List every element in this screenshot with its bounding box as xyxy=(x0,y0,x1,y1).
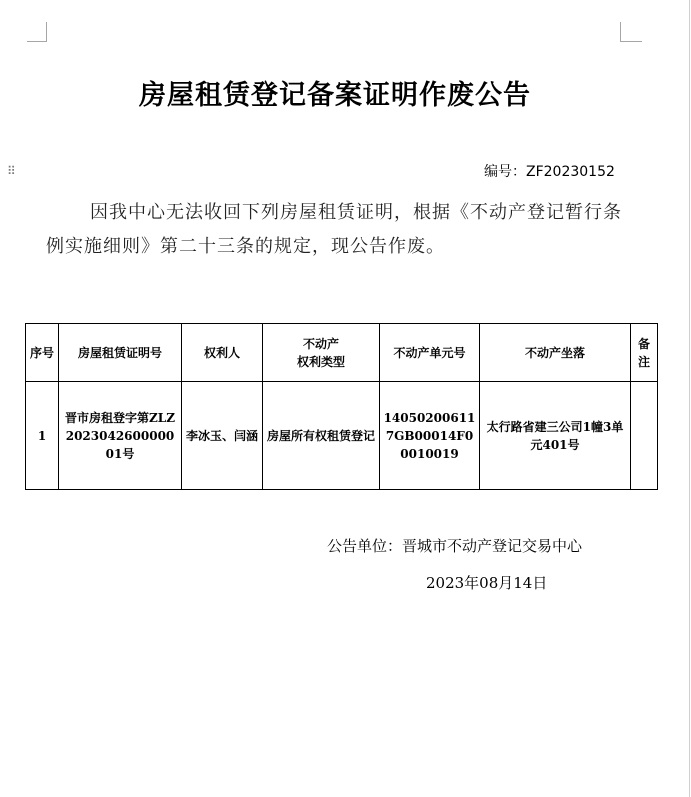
intro-paragraph xyxy=(46,196,636,264)
revocation-table xyxy=(25,323,658,490)
crop-mark-top-right xyxy=(620,41,642,42)
drag-handle-icon[interactable]: ⠿ xyxy=(7,164,16,178)
table-header-row xyxy=(26,324,658,382)
header-unit-no: 不动产单元号 xyxy=(380,324,480,382)
header-right-type-line1: 不动产 xyxy=(302,336,339,351)
cell-location: 太行路省建三公司1幢3单元401号 xyxy=(480,382,631,490)
cell-unit-no: 140502006117GB00014F00010019 xyxy=(380,382,480,490)
header-cert-no: 房屋租赁证明号 xyxy=(59,324,182,382)
header-right-type xyxy=(263,324,380,382)
cell-right-type: 房屋所有权租赁登记 xyxy=(263,382,380,490)
document-title: 房屋租赁登记备案证明作废公告 xyxy=(139,80,531,111)
cell-seq: 1 xyxy=(26,382,59,490)
header-seq: 序号 xyxy=(26,324,59,382)
page-edge xyxy=(689,0,690,797)
header-remark: 备注 xyxy=(631,324,658,382)
header-right-type-line2: 权利类型 xyxy=(296,354,345,369)
issue-date: 2023年08月14日 xyxy=(426,574,548,592)
crop-mark-top-left xyxy=(46,22,47,42)
document-number: 编号：ZF20230152 xyxy=(484,164,615,180)
crop-mark-top-left xyxy=(27,41,47,42)
header-location: 不动产坐落 xyxy=(480,324,631,382)
cell-holder: 李冰玉、闫涵 xyxy=(182,382,263,490)
crop-mark-top-right xyxy=(620,22,621,42)
cell-remark xyxy=(631,382,658,490)
intro-text: 因我中心无法收回下列房屋租赁证明，根据《不动产登记暂行条例实施细则》第二十三条的规定，现公告作废。 xyxy=(46,202,622,257)
issuer-line: 公告单位：晋城市不动产登记交易中心 xyxy=(327,537,583,555)
table-row xyxy=(26,382,658,490)
cell-cert-no: 晋市房租登字第ZLZ202304260000001号 xyxy=(59,382,182,490)
header-holder: 权利人 xyxy=(182,324,263,382)
